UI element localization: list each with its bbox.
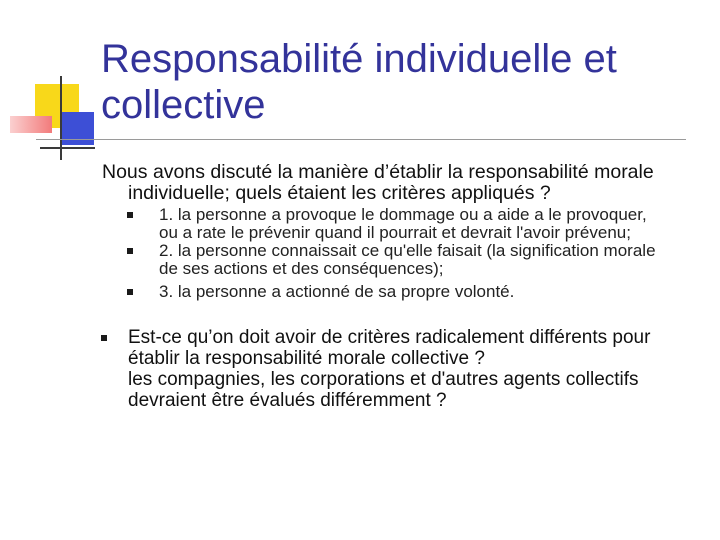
deco-red-bar [10, 116, 52, 133]
deco-horizontal-line [40, 147, 95, 149]
deco-blue-square [60, 112, 94, 145]
question-line-4: devraient être évalués différemment ? [128, 390, 447, 411]
criteria-item-3-line-1: 3. la personne a actionné de sa propre volonté. [159, 282, 515, 301]
intro-line-2: individuelle; quels étaient les critères appliqués ? [128, 182, 551, 204]
intro-line-1: Nous avons discuté la manière d’établir la responsabilité morale [102, 161, 654, 183]
criteria-item-3 [127, 283, 687, 301]
criteria-item-2-line-2: de ses actions et des conséquences); [159, 259, 444, 278]
bullet-icon [127, 289, 133, 295]
question-line-2: établir la responsabilité morale collective ? [128, 348, 485, 369]
question-paragraph [101, 327, 701, 411]
title-divider [36, 139, 686, 140]
intro-paragraph [102, 162, 702, 204]
decorative-corner-graphic [0, 0, 110, 170]
question-line-3: les compagnies, les corporations et d'autres agents collectifs [128, 369, 639, 390]
bullet-icon [127, 212, 133, 218]
criteria-item-2 [127, 242, 687, 278]
criteria-item-1 [127, 206, 687, 242]
criteria-item-1-line-2: ou a rate le prévenir quand il pourrait et devrait l'avoir prévenu; [159, 223, 631, 242]
slide-title: Responsabilité individuelle et collective [101, 37, 617, 127]
bullet-icon [101, 335, 107, 341]
bullet-icon [127, 248, 133, 254]
criteria-item-2-line-1: 2. la personne connaissait ce qu'elle faisait (la signification morale [159, 241, 656, 260]
criteria-item-1-line-1: 1. la personne a provoque le dommage ou a aide a le provoquer, [159, 205, 647, 224]
question-line-1: Est-ce qu’on doit avoir de critères radicalement différents pour [128, 327, 651, 348]
